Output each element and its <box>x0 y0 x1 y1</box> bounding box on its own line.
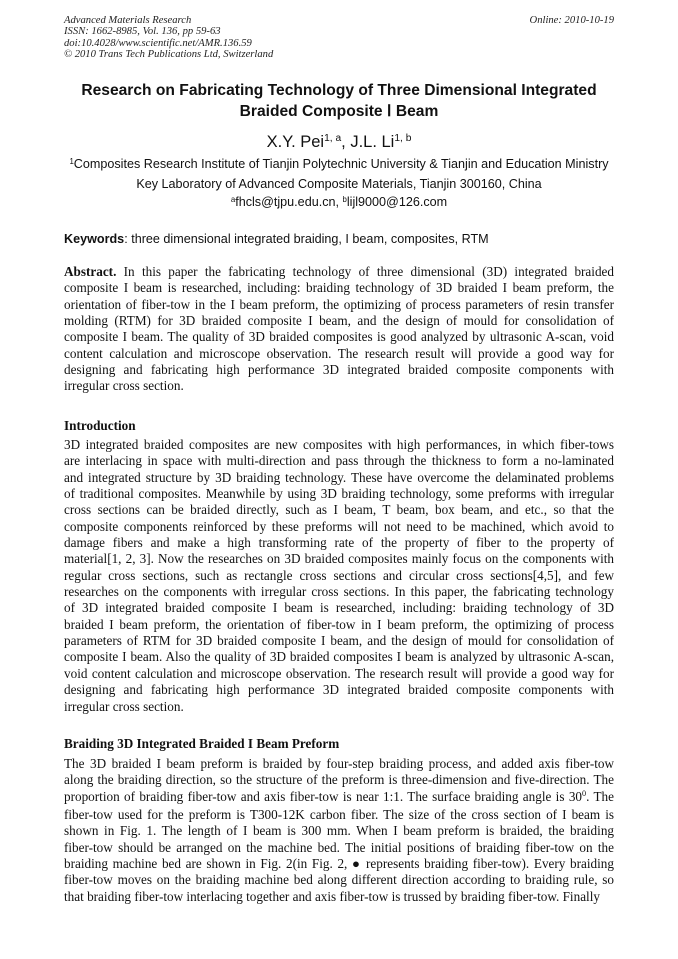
text-line <box>64 362 614 378</box>
text-segment: 3D integrated braided composites are new composites with high performances, in which fiber-tows <box>64 437 614 452</box>
authors <box>0 133 678 152</box>
text-segment: are interlacing in space with multi-direction and pass through the thickness to form a no-laminated <box>64 453 614 469</box>
text-segment: of 3D integrated braided composite I beam is researched, including: braiding technology of 3D <box>64 600 614 616</box>
text-segment: parameters of RTM for 3D braided composite I beam, and the design of mould for consolidation of <box>64 633 614 649</box>
keywords <box>64 232 489 246</box>
text-line <box>64 329 614 345</box>
text-line <box>64 502 614 518</box>
text-segment: and integrated structure by 3D braiding technology. These have overcome the delaminated problems <box>64 469 614 485</box>
text-line <box>64 772 614 788</box>
text-segment: along the braiding direction, so the structure of the preform is three-dimension and five-direction. The <box>64 772 614 788</box>
affiliation-mark: 1 <box>69 156 74 166</box>
author-1-affil: 1, a <box>324 133 342 145</box>
text-line <box>64 889 614 905</box>
title-line-1: Research on Fabricating Technology of Three Dimensional Integrated <box>81 82 597 99</box>
text-segment: material[1, 2, 3]. Now the researches on 3D braided composites mainly focus on the components with <box>64 551 614 567</box>
text-segment: braiding machine bed are shown in Fig. 2(in Fig. 2, ● represents braiding fiber-tow). Every braiding <box>64 856 614 872</box>
text-segment: fiber-tow moves on the braiding machine bed along different direction according to braiding rule, so <box>64 872 614 888</box>
text-line <box>64 823 614 839</box>
text-line <box>64 840 614 856</box>
text-segment: molding (RTM) for 3D braided composite I beam, and the design of mould for consolidation of <box>64 313 614 329</box>
text-line <box>64 872 614 888</box>
text-segment: braided I beam preform, the orientation of fiber-tow in I beam preform, the optimizing of process <box>64 616 614 632</box>
keywords-label: Keywords <box>64 232 125 246</box>
text-segment: composite I beam is researched, including: braiding technology of 3D braided I beam preform, the <box>64 280 614 296</box>
text-segment: fiber-tow should be arranged on the machine bed. The initial positions of braiding fiber-tow on the <box>64 839 614 855</box>
keywords-text: : three dimensional integrated braiding, I beam, composites, RTM <box>124 232 489 246</box>
text-line <box>64 568 614 584</box>
text-line <box>64 346 614 362</box>
text-segment: designing and fabricating high performance 3D integrated braided composite components with <box>64 362 614 378</box>
text-segment: . The <box>586 788 615 804</box>
text-line <box>64 789 614 807</box>
text-line <box>64 699 614 715</box>
email-separator: , <box>335 195 343 209</box>
issn: ISSN: 1662-8985, Vol. 136, pp 59-63 <box>64 26 221 38</box>
text-line <box>64 666 614 682</box>
text-segment: cross sections can be braided directly, such as I beam, T beam, box beam, and etc., so that the <box>64 502 614 518</box>
text-segment: of traditional composites. Meanwhile by using 3D braiding technology, some preforms with irregular <box>64 486 614 502</box>
title-line-2: Braided Composite Ⅰ Beam <box>239 103 439 120</box>
text-line <box>64 486 614 502</box>
superscript: 0 <box>582 789 587 799</box>
journal-header <box>64 15 273 61</box>
text-segment: content calculation and microscope observation. The research result will provide a good way for <box>64 345 614 361</box>
text-line <box>64 535 614 551</box>
affiliation-line-1: Composites Research Institute of Tianjin Polytechnic University & Tianjin and Education Ministry <box>73 157 609 171</box>
text-line <box>64 297 614 313</box>
text-line <box>64 453 614 469</box>
text-line <box>64 551 614 567</box>
text-segment: In this paper the fabricating technology of three dimensional (3D) integrated braided <box>116 264 614 279</box>
copyright: © 2010 Trans Tech Publications Ltd, Switzerland <box>64 49 274 61</box>
text-line <box>64 682 614 698</box>
text-segment: fiber-tow used for the preform is T300-12K carbon fiber. The size of the cross section of I beam is <box>64 807 614 823</box>
text-line <box>64 807 614 823</box>
text-segment: damage fibers and make a high transforming rate of the property of fiber to the property of <box>64 535 614 551</box>
text-segment: composite components reinforced by these preforms will not need to be machined, which avoid to <box>64 518 614 534</box>
text-segment: regular cross sections, such as rectangle cross sections and circular cross sections[4,5], and few <box>64 567 614 583</box>
email-a[interactable]: fhcls@tjpu.edu.cn <box>235 195 336 209</box>
emails <box>0 195 678 209</box>
text-segment: irregular cross section. <box>64 698 184 714</box>
text-line <box>64 280 614 296</box>
text-line <box>64 649 614 665</box>
journal-name: Advanced Materials Research <box>64 15 192 26</box>
text-segment: shown in Fig. 1. The length of I beam is 300 mm. When I beam preform is braided, the braiding <box>64 823 614 839</box>
text-segment: irregular cross section. <box>64 378 184 394</box>
paper-title <box>40 80 638 122</box>
section-heading-braiding: Braiding 3D Integrated Braided I Beam Preform <box>64 736 340 751</box>
text-line <box>64 378 614 394</box>
text-segment: that braiding fiber-tow interlacing together and axis fiber-tow is trussed by braiding fiber-tow. Finally <box>64 888 600 904</box>
online-date: Online: 2010-10-19 <box>529 15 614 26</box>
text-segment: void content calculation and microscope observation. The research result will provide a good way for <box>64 665 614 681</box>
abstract <box>64 264 614 395</box>
text-line <box>64 617 614 633</box>
text-line <box>64 600 614 616</box>
text-segment: orientation of fiber-tow in the I beam preform, the optimizing of process parameters of resin transfer <box>64 296 614 312</box>
author-2: J.L. Li <box>350 133 395 151</box>
introduction-paragraph <box>64 437 614 715</box>
text-line <box>64 264 614 280</box>
text-segment: composite I beam. Also the quality of 3D braided composites I beam is analyzed by ultrasonic A-scan, <box>64 649 614 665</box>
text-segment: designing and fabricating high performance 3D integrated braided composite components with <box>64 682 614 698</box>
affiliation-line-2: Key Laboratory of Advanced Composite Materials, Tianjin 300160, China <box>136 177 542 191</box>
email-b-mark: b <box>342 194 347 204</box>
author-1: X.Y. Pei <box>266 133 325 151</box>
doi: doi:10.4028/www.scientific.net/AMR.136.59 <box>64 37 252 49</box>
email-b[interactable]: lijl9000@126.com <box>346 195 448 209</box>
email-a-mark: a <box>230 194 236 204</box>
text-line <box>64 584 614 600</box>
author-2-affil: 1, b <box>394 133 412 145</box>
braiding-paragraph <box>64 756 614 905</box>
text-line <box>64 470 614 486</box>
text-line <box>64 633 614 649</box>
text-line <box>64 519 614 535</box>
text-line <box>64 437 614 453</box>
text-line <box>64 856 614 872</box>
section-heading-introduction: Introduction <box>64 418 136 433</box>
author-separator: , <box>341 133 351 151</box>
text-segment: proportion of braiding fiber-tow and axis fiber-tow is near 1:1. The surface braiding angle is 30 <box>64 788 583 804</box>
text-segment: The 3D braided I beam preform is braided by four-step braiding process, and added axis fiber-tow <box>64 756 614 771</box>
text-line <box>64 756 614 772</box>
text-segment: researches on the components with irregular cross sections. In this paper, the fabricating technology <box>64 584 614 600</box>
text-line <box>64 313 614 329</box>
affiliation <box>0 155 678 193</box>
text-segment: composite I beam. The quality of 3D braided composites is good analyzed by ultrasonic A-scan, void <box>64 329 614 345</box>
abstract-label: Abstract. <box>64 264 117 279</box>
